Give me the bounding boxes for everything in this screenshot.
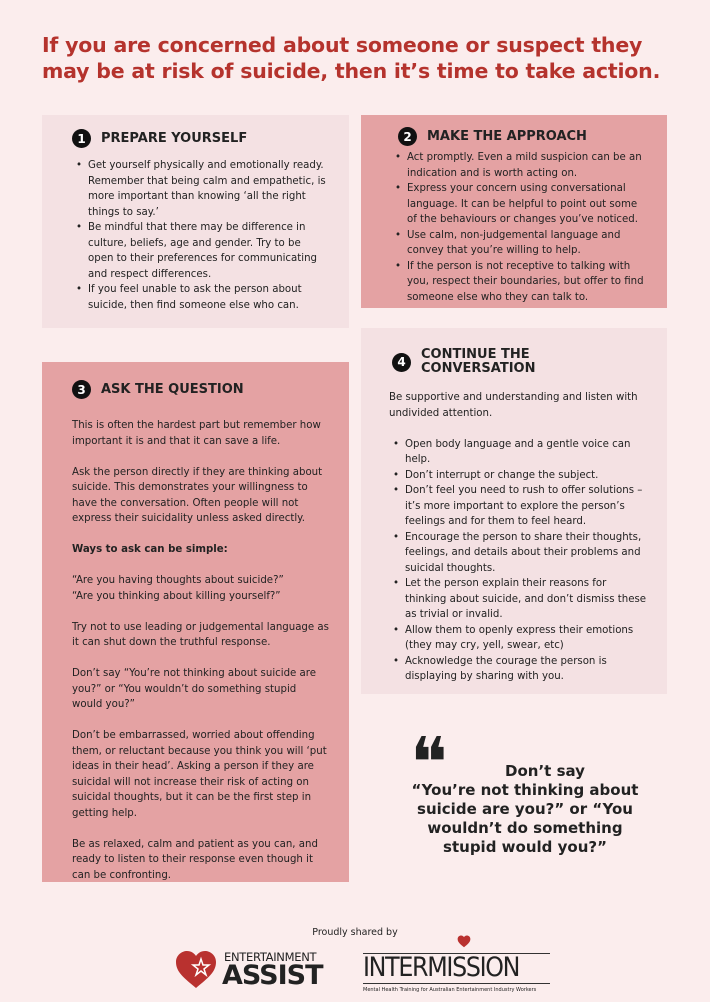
example-question: “Are you thinking about killing yourself?” bbox=[72, 590, 281, 602]
section-make-the-approach bbox=[361, 115, 667, 308]
heart-icon bbox=[457, 935, 471, 948]
list-item: • If the person is not receptive to talking with you, respect their boundaries, but offer to find someone else who they can talk to. bbox=[391, 259, 647, 306]
entertainment-assist-logo bbox=[174, 950, 329, 990]
logo-text-top: ENTERTAINMENT bbox=[224, 950, 317, 964]
section-prepare-yourself bbox=[42, 115, 349, 328]
section-heading: PREPARE YOURSELF bbox=[101, 130, 248, 146]
quote-line2: “You’re not thinking about suicide are you?” or “You wouldn’t do something stupid would you?” bbox=[411, 781, 639, 856]
section-ask-the-question bbox=[42, 362, 349, 882]
paragraph: Don’t say “You’re not thinking about suicide are you?” or “You wouldn’t do something stupid would you?” bbox=[72, 668, 317, 710]
list-item: • Open body language and a gentle voice can help. bbox=[389, 437, 649, 468]
logo-text-bottom: ASSIST bbox=[222, 960, 323, 991]
intermission-logo bbox=[361, 935, 551, 997]
list-item: • Don’t feel you need to rush to offer solutions – it’s more important to explore the person’s feelings and for them to feel heard. bbox=[389, 483, 649, 530]
quote-mark-icon: ❝ bbox=[410, 722, 448, 804]
number-3-icon: 3 bbox=[72, 380, 91, 399]
list-item: • Don’t interrupt or change the subject. bbox=[389, 468, 649, 484]
list-item: • If you feel unable to ask the person about suicide, then find someone else who can. bbox=[72, 282, 329, 313]
number-2-icon: 2 bbox=[398, 127, 417, 146]
quote-line1: Don’t say bbox=[505, 762, 585, 780]
list-item: • Encourage the person to share their thoughts, feelings, and details about their problems and suicidal thoughts. bbox=[389, 530, 649, 577]
page-title: If you are concerned about someone or suspect they may be at risk of suicide, then it’s time to take action. bbox=[42, 33, 661, 83]
section-continue-the-conversation bbox=[361, 328, 667, 694]
paragraph: This is often the hardest part but remember how important it is and that it can save a life. bbox=[72, 420, 321, 447]
pull-quote bbox=[405, 738, 645, 857]
list-item: • Allow them to openly express their emotions (they may cry, yell, swear, etc) bbox=[389, 623, 649, 654]
list-item: • Act promptly. Even a mild suspicion can be an indication and is worth acting on. bbox=[391, 150, 647, 181]
list-item: • Acknowledge the courage the person is displaying by sharing with you. bbox=[389, 654, 649, 685]
section-heading: ASK THE QUESTION bbox=[101, 381, 244, 397]
section-heading: CONTINUE THE CONVERSATION bbox=[421, 347, 536, 376]
ways-label: Ways to ask can be simple: bbox=[72, 544, 228, 555]
logo-tagline: Mental Health Training for Australian Entertainment Industry Workers bbox=[363, 987, 537, 993]
paragraph: Ask the person directly if they are thinking about suicide. This demonstrates your willingness to have the conversation. Often people will not express their suicidality unless asked directly. bbox=[72, 466, 323, 524]
list-item: • Use calm, non-judgemental language and convey that you’re willing to help. bbox=[391, 228, 647, 259]
paragraph: Try not to use leading or judgemental language as it can shut down the truthful response. bbox=[72, 621, 329, 648]
number-1-icon: 1 bbox=[72, 129, 91, 148]
example-question: “Are you having thoughts about suicide?” bbox=[72, 575, 284, 586]
shared-by-label: Proudly shared by bbox=[312, 927, 398, 938]
paragraph: Be as relaxed, calm and patient as you can, and ready to listen to their response even though it can be confronting. bbox=[72, 838, 318, 881]
list-item: • Express your concern using conversational language. It can be helpful to point out some of the behaviours or changes you’ve noticed. bbox=[391, 181, 647, 228]
intro: Be supportive and understanding and listen with undivided attention. bbox=[389, 392, 638, 419]
number-4-icon: 4 bbox=[392, 353, 411, 372]
logo-text: INTERMISSION bbox=[363, 952, 520, 983]
list-item: • Let the person explain their reasons for thinking about suicide, and don’t dismiss these as trivial or invalid. bbox=[389, 576, 649, 623]
paragraph: Don’t be embarrassed, worried about offending them, or reluctant because you think you will ‘put ideas in their head’. Asking a person if they are suicidal will not increase their risk of acting on suicidal thoughts, but it can be the first step in getting help. bbox=[72, 730, 327, 819]
section-heading: MAKE THE APPROACH bbox=[427, 128, 587, 144]
list-item: • Get yourself physically and emotionally ready. Remember that being calm and empathetic, is more important than knowing ‘all the right things to say.’ bbox=[72, 158, 329, 220]
heart-star-icon bbox=[174, 950, 218, 990]
list-item: • Be mindful that there may be difference in culture, beliefs, age and gender. Try to be open to their preferences for communicating and respect differences. bbox=[72, 220, 329, 282]
